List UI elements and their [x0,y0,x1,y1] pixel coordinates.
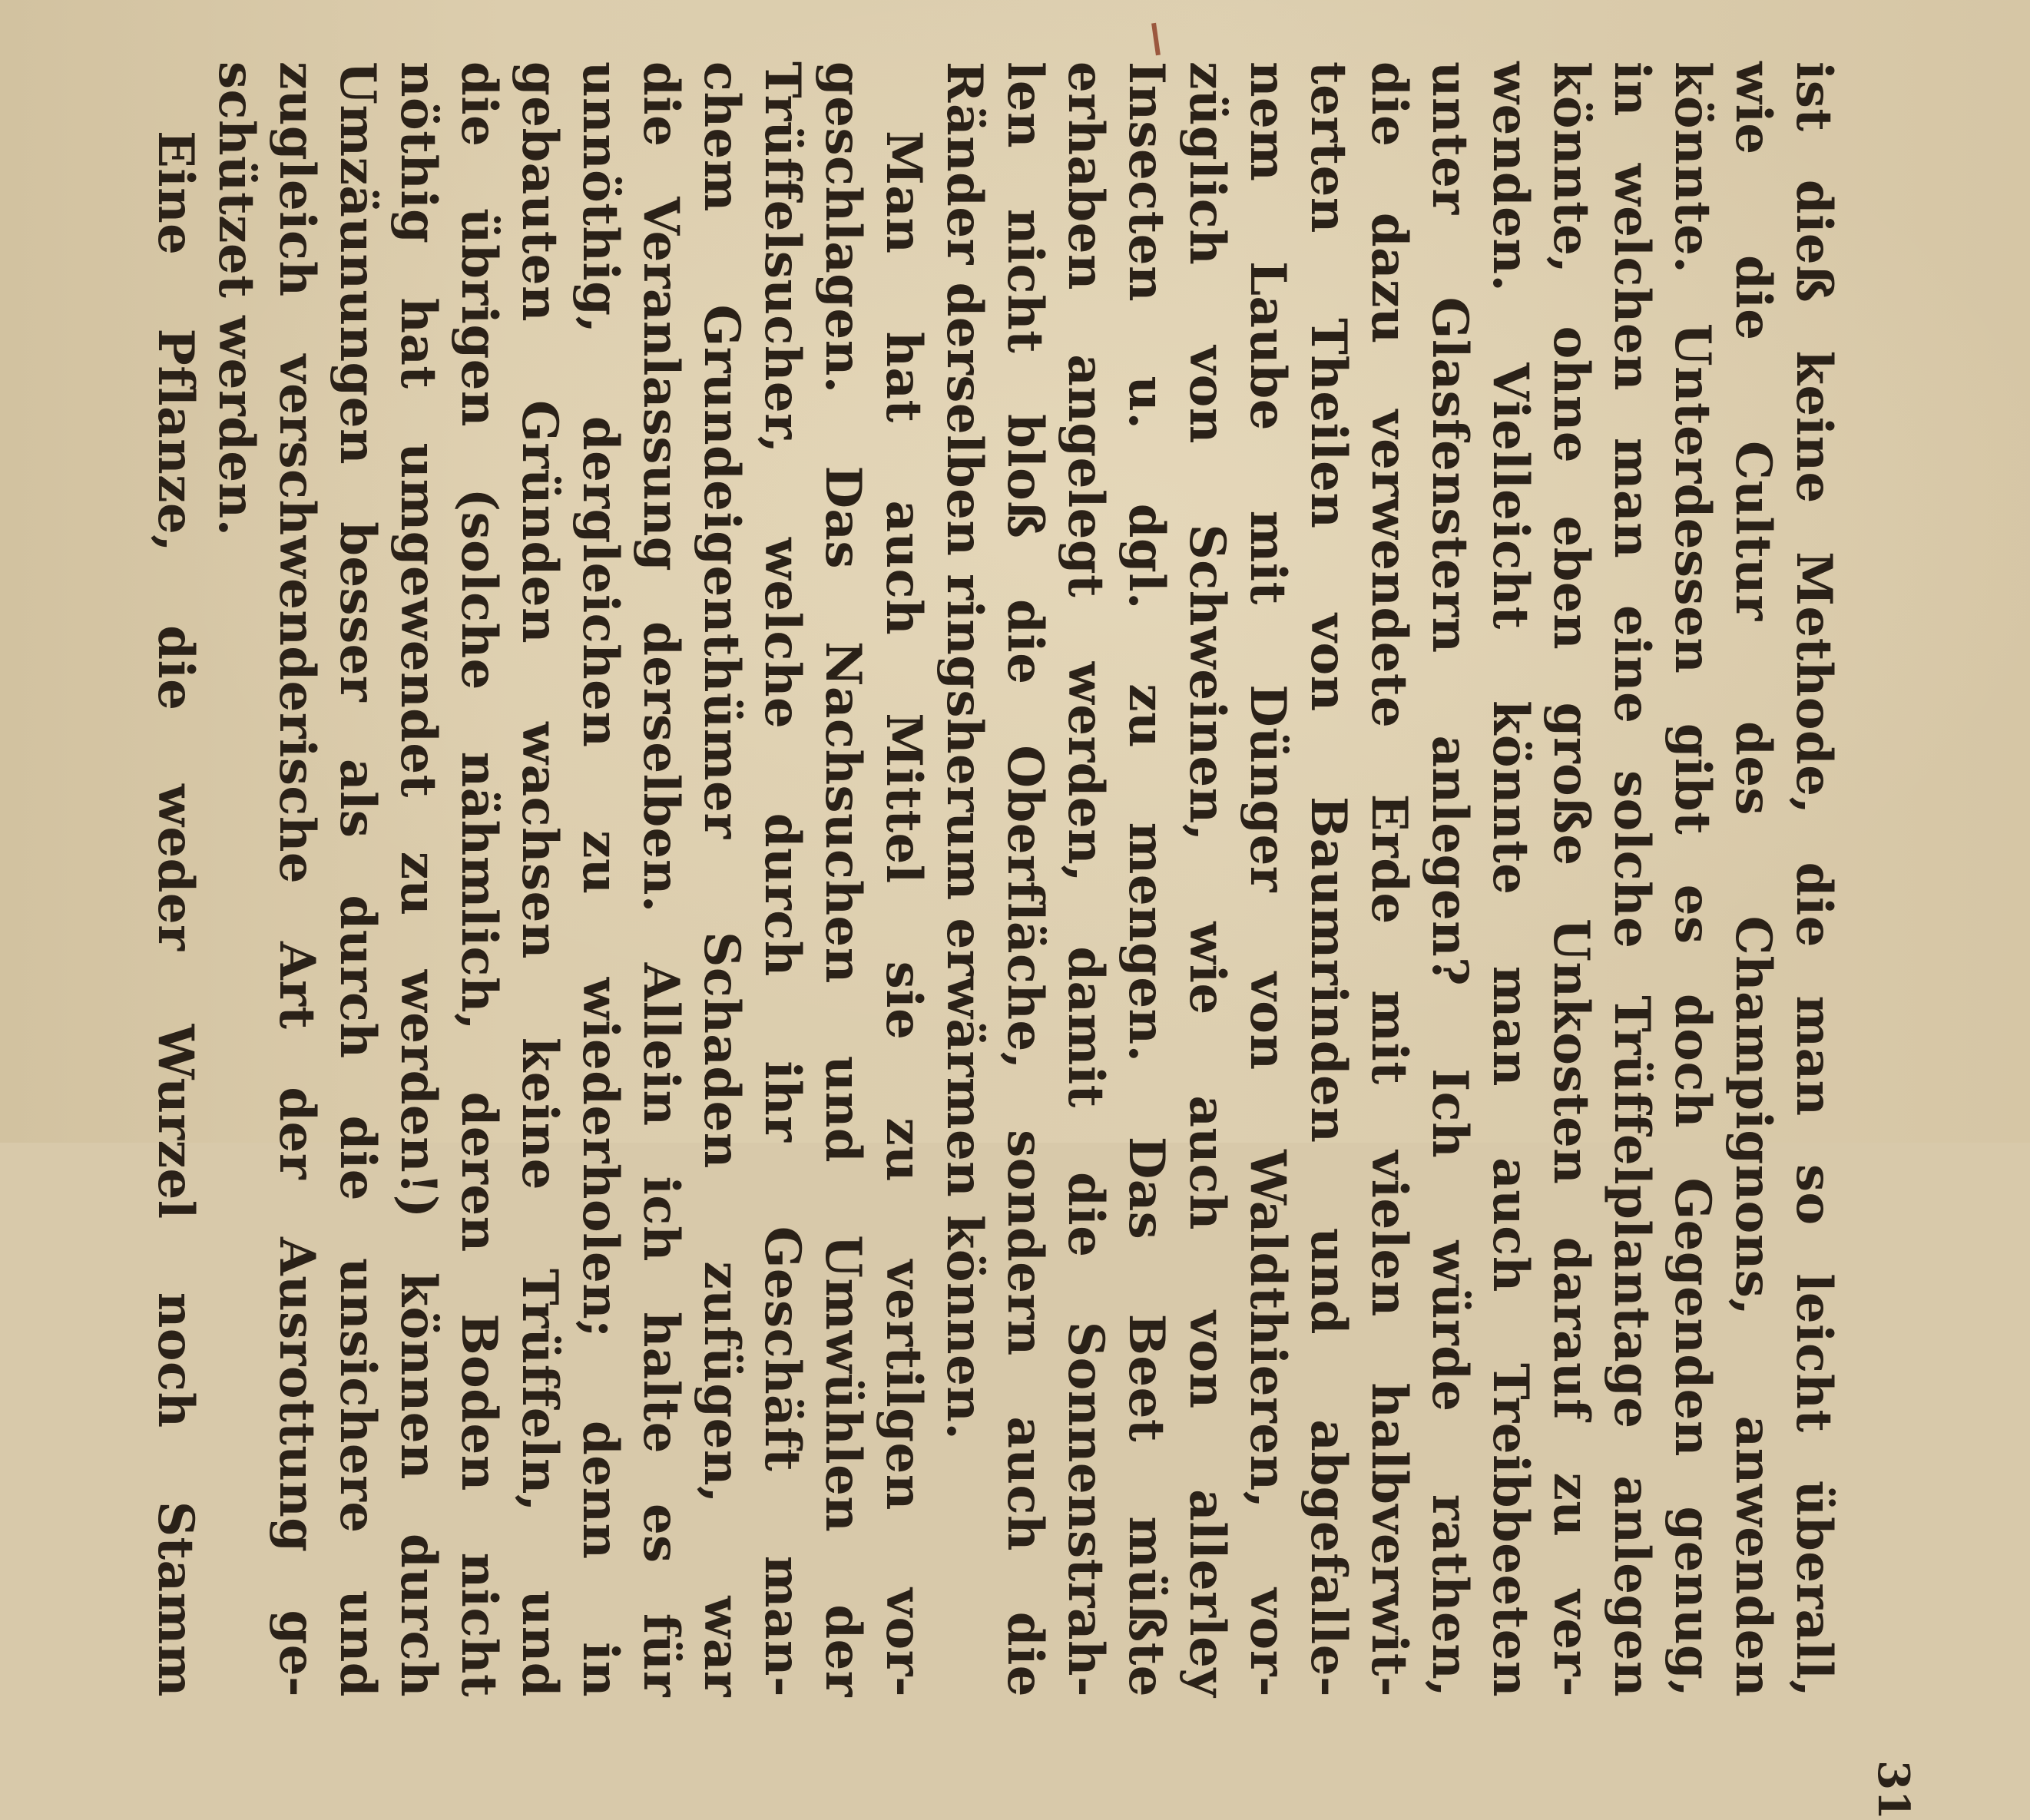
text-line: erhaben angelegt werden, damit die Sonnenstrah- [1057,61,1114,1697]
text-line: len nicht bloß die Oberfläche, sondern auch die [996,61,1054,1697]
text-line: die dazu verwendete Erde mit vielen halbverwit- [1360,61,1418,1697]
text-line: in welchen man eine solche Trüffelplantage anlegen [1603,61,1661,1697]
text-line: Ränder derselben ringsherum erwärmen können. [936,61,993,1441]
text-line: Trüffelsucher, welche durch ihr Geschäft man- [753,61,811,1697]
text-line: nem Laube mit Dünger von Waldthieren, vor- [1239,61,1296,1697]
text-line: terten Theilen von Baumrinden und abgefalle- [1300,61,1357,1697]
text-line: unnöthig, dergleichen zu wiederholen; denn in [571,61,629,1697]
text-line: unter Glasfenstern anlegen? Ich würde rathen, [1421,61,1479,1697]
text-line: Man hat auch Mittel sie zu vertilgen vor- [875,131,932,1697]
text-line: Insecten u. dgl. zu mengen. Das Beet müßte [1118,61,1175,1697]
text-line: Eine Pflanze, die weder Wurzel noch Stamm [147,131,204,1697]
text-line: gebauten Gründen wachsen keine Trüffeln, und [511,61,568,1697]
text-line: züglich von Schweinen, wie auch von allerley [1178,61,1236,1697]
text-line: die übrigen (solche nähmlich, deren Boden nicht [450,61,508,1697]
text-line: zugleich verschwenderische Art der Ausrottung ge- [268,61,326,1697]
text-line: geschlagen. Das Nachsuchen und Umwühlen der [814,61,872,1697]
rotated-text-block [147,61,1924,1820]
text-line: die Veranlassung derselben. Allein ich halte es für [632,61,690,1697]
text-line: könnte. Unterdessen gibt es doch Gegenden genug, [1664,61,1721,1697]
text-line: schützet werden. [207,61,265,537]
ink-mark [1151,23,1161,55]
text-line: ist dieß keine Methode, die man so leicht überall, [1785,61,1843,1697]
text-line: nöthig hat umgewendet zu werden!) können durch [389,61,447,1697]
text-line: könnte, ohne eben große Unkosten darauf zu ver- [1542,61,1600,1697]
text-line: wie die Cultur des Champignons, anwenden [1724,61,1782,1697]
page-number: 31 [1868,1760,1919,1820]
text-line: wenden. Vielleicht könnte man auch Treibbeeten [1482,61,1539,1697]
text-line: chem Grundeigenthümer Schaden zufügen, war [693,61,750,1697]
text-line: Umzäunungen besser als durch die unsichere und [329,61,386,1697]
